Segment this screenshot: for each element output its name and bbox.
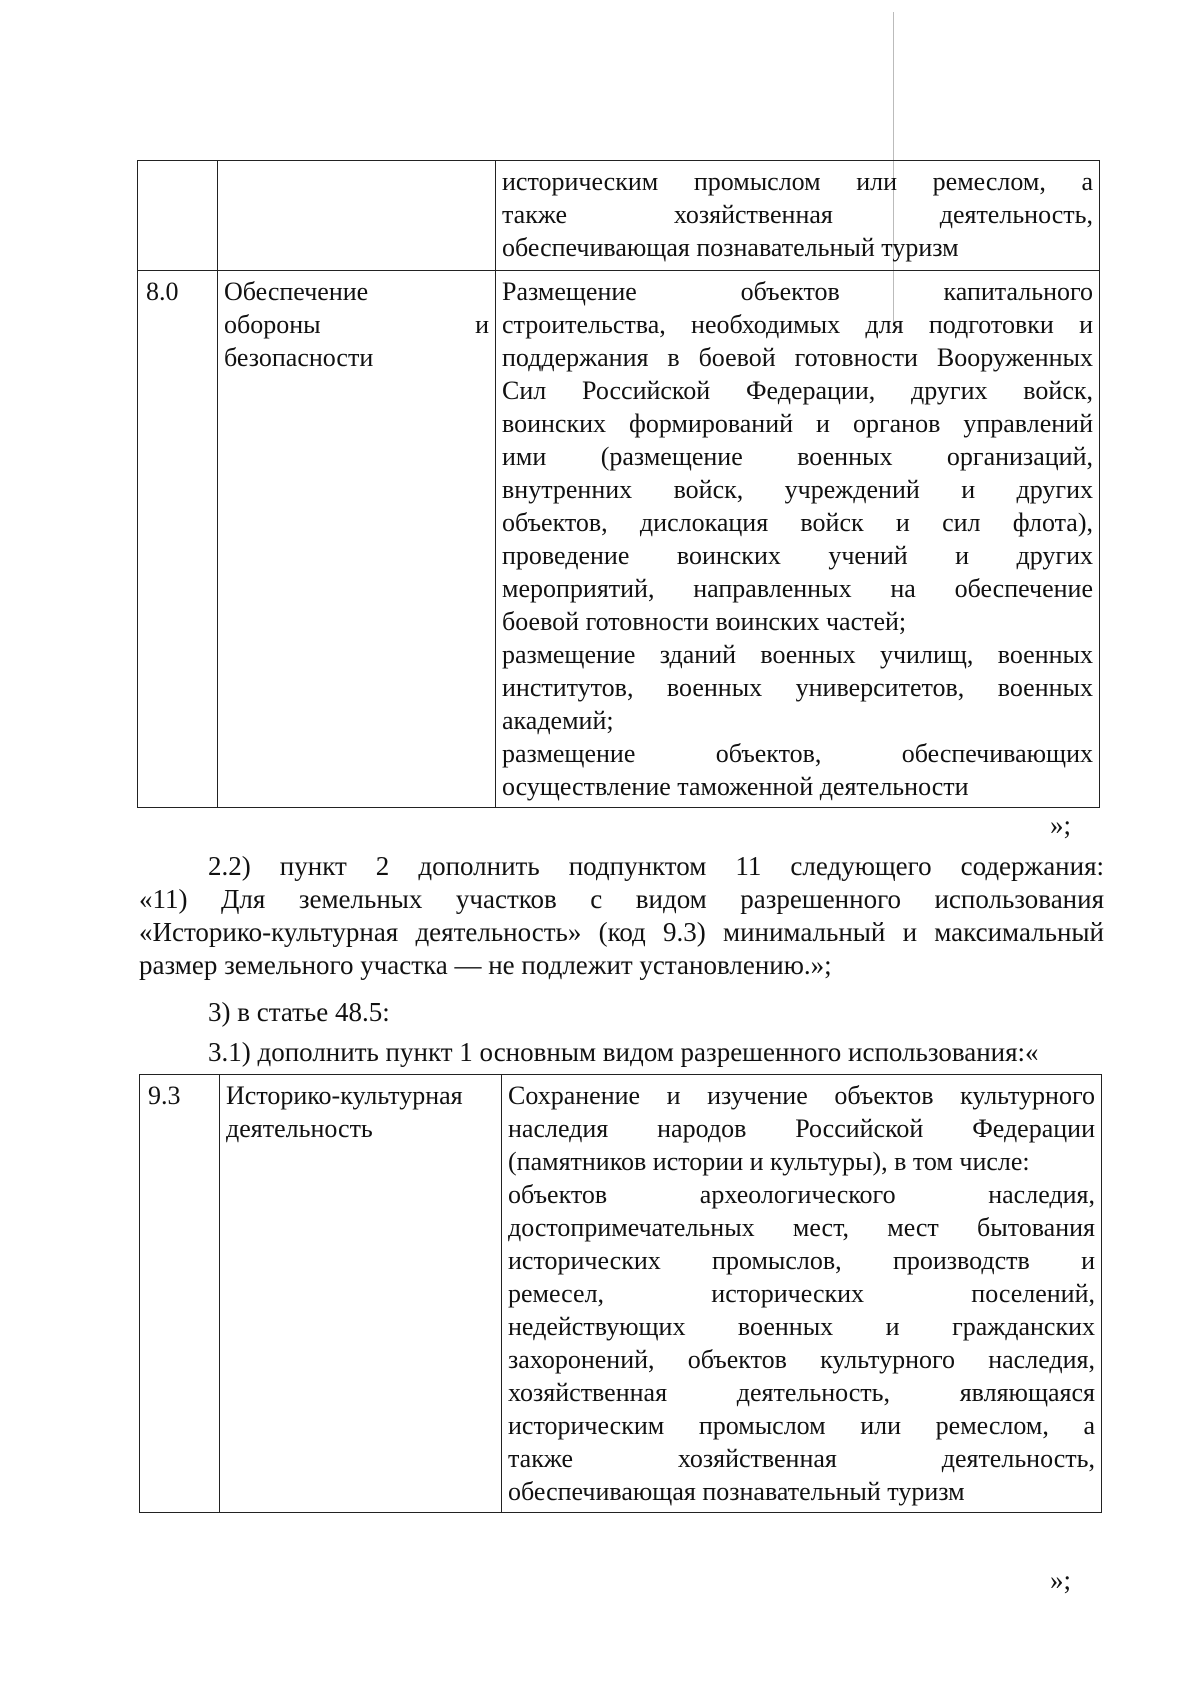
paragraph-3: 3) в статье 48.5: [208,997,390,1027]
description-cell [496,161,1100,271]
text-line: объектов археологического наследия, [508,1180,1095,1209]
paragraph-2-2-line: размер земельного участка — не подлежит установлению.»; [139,950,832,980]
text-line: внутренних войск, учреждений и других [502,475,1093,504]
text-line: институтов, военных университетов, военных [502,673,1093,702]
table-row [138,161,1100,271]
text-line: проведение воинских учений и других [502,541,1093,570]
code-label: 8.0 [146,277,179,306]
text-line: обеспечивающая познавательный туризм [508,1477,965,1506]
closing-quote: »; [1050,1565,1072,1595]
paragraph-2-2-line: 2.2) пункт 2 дополнить подпунктом 11 следующего содержания: [208,851,1104,881]
code-cell [138,271,218,808]
code-cell [140,1075,220,1513]
text-line: мероприятий, направленных на обеспечение [502,574,1093,603]
land-use-table-new [139,1074,1102,1513]
closing-quote: »; [1050,810,1072,840]
text-line: захоронений, объектов культурного наследия, [508,1345,1095,1374]
paragraph-2-2-line: «Историко-культурная деятельность» (код 9.3) минимальный и максимальный [139,917,1104,947]
name-line: безопасности [224,343,374,372]
text-line: недействующих военных и гражданских [508,1312,1095,1341]
text-line: (памятников истории и культуры), в том числе: [508,1147,1030,1176]
text-line: объектов, дислокация войск и сил флота), [502,508,1093,537]
text-line: хозяйственная деятельность, являющаяся [508,1378,1095,1407]
text-line: также хозяйственная деятельность, [508,1444,1095,1473]
text-line: Сохранение и изучение объектов культурного [508,1081,1095,1110]
name-line: обороны и [224,310,489,339]
text-line: ремесел, исторических поселений, [508,1279,1095,1308]
text-line: историческим промыслом или ремеслом, а [502,167,1093,196]
paragraph-2-2-line: «11) Для земельных участков с видом разрешенного использования [139,884,1104,914]
description-cell [502,1075,1102,1513]
name-cell [218,271,496,808]
text-line: достопримечательных мест, мест бытования [508,1213,1095,1242]
text-line: воинских формирований и органов управлений [502,409,1093,438]
code-cell [138,161,218,271]
text-line: боевой готовности воинских частей; [502,607,907,636]
text-line: наследия народов Российской Федерации [508,1114,1095,1143]
text-line: академий; [502,706,614,735]
name-line: Историко-культурная [226,1081,463,1110]
text-line: строительства, необходимых для подготовки и [502,310,1093,339]
text-line: осуществление таможенной деятельности [502,772,969,801]
text-line: поддержания в боевой готовности Вооруженных [502,343,1093,372]
table-row [138,271,1100,808]
text-line: историческим промыслом или ремеслом, а [508,1411,1095,1440]
text-line: также хозяйственная деятельность, [502,200,1093,229]
paragraph-3-1: 3.1) дополнить пункт 1 основным видом разрешенного использования:« [208,1037,1039,1067]
text-line: ими (размещение военных организаций, [502,442,1093,471]
text-line: размещение зданий военных училищ, военных [502,640,1093,669]
text-line: Размещение объектов капитального [502,277,1093,306]
name-cell [218,161,496,271]
text-line: обеспечивающая познавательный туризм [502,233,959,262]
land-use-table-continued [137,160,1100,808]
text-line: исторических промыслов, производств и [508,1246,1095,1275]
description-cell [496,271,1100,808]
name-line: Обеспечение [224,277,369,306]
name-cell [220,1075,502,1513]
code-label: 9.3 [148,1081,181,1110]
name-line: деятельность [226,1114,373,1143]
text-line: размещение объектов, обеспечивающих [502,739,1093,768]
text-line: Сил Российской Федерации, других войск, [502,376,1093,405]
table-row [140,1075,1102,1513]
